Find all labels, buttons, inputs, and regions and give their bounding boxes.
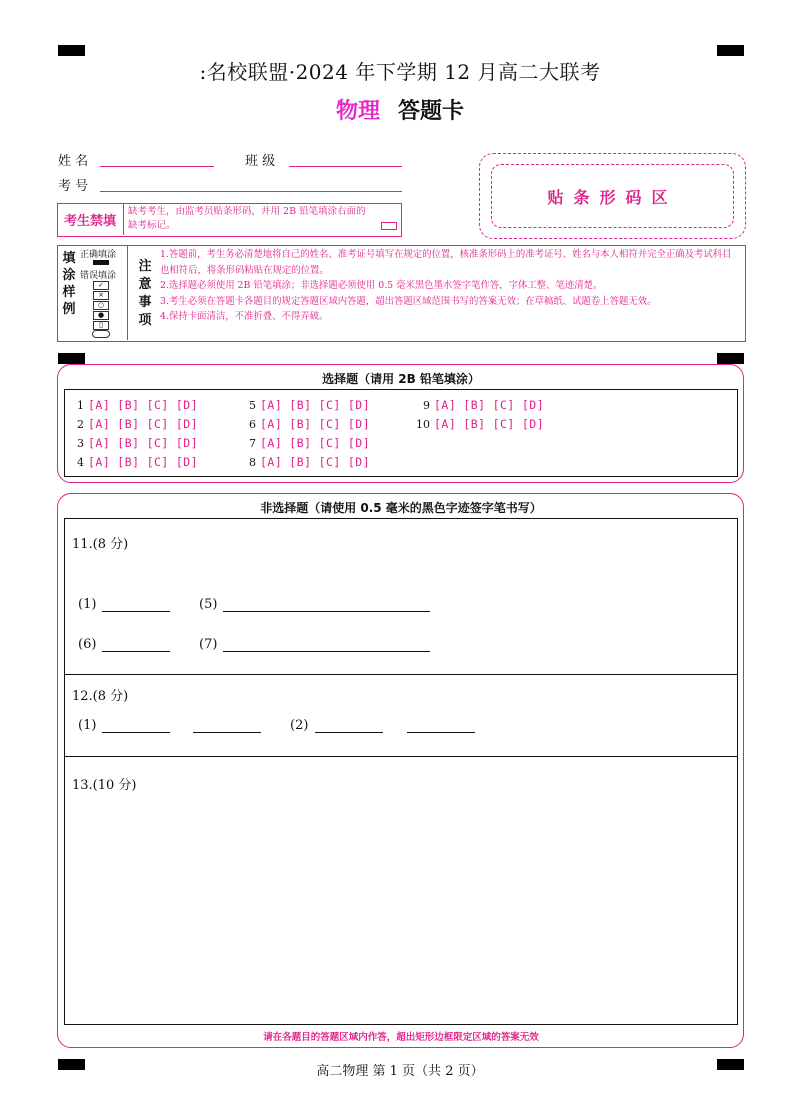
page-number: 高二物理 第 1 页（共 2 页） (316, 1064, 484, 1079)
q11-blank-1[interactable] (102, 611, 170, 612)
choice-option-bubble[interactable]: [A] (88, 455, 111, 469)
name-field[interactable] (100, 166, 214, 167)
q11-blank-6[interactable] (102, 651, 170, 652)
choice-option-bubble[interactable]: [B] (463, 398, 486, 412)
card-label: 答题卡 (398, 98, 465, 124)
registration-mark (58, 353, 85, 364)
choice-option-bubble[interactable]: [D] (521, 417, 545, 431)
class-field[interactable] (289, 166, 402, 167)
choice-option-bubble[interactable]: [A] (260, 417, 283, 431)
wrong-fill-dot-icon: ● (93, 311, 109, 320)
q12-blank-1a[interactable] (102, 732, 170, 733)
choice-option-bubble[interactable]: [D] (175, 455, 199, 469)
choice-option-bubble[interactable]: [B] (117, 436, 140, 450)
absent-label: 考生禁填 (57, 203, 124, 235)
divider (64, 756, 738, 757)
wrong-fill-oval-icon (92, 330, 110, 338)
choice-option-bubble[interactable]: [D] (175, 417, 199, 431)
choice-question-number: 5 (249, 398, 256, 412)
exam-no-field[interactable] (100, 191, 402, 192)
choice-option-bubble[interactable]: [D] (175, 436, 199, 450)
correct-fill-sample (93, 260, 109, 265)
exam-no-label: 考 号 (58, 179, 89, 194)
exam-title: :名校联盟·2024 年下学期 12 月高二大联考 (199, 60, 601, 84)
question-12-label: 12.(8 分) (72, 689, 129, 704)
choice-question-row (66, 398, 205, 412)
notice-char: 意 (138, 277, 152, 292)
registration-mark (58, 45, 85, 56)
choice-question-row (238, 455, 377, 469)
subject-label: 物理 (335, 98, 380, 124)
choice-option-bubble[interactable]: [A] (434, 417, 457, 431)
choice-question-number: 9 (423, 398, 430, 412)
wrong-fill-cross-icon: × (93, 291, 109, 300)
fill-sample-heading (62, 250, 76, 318)
choice-option-bubble[interactable]: [C] (318, 417, 341, 431)
choice-option-bubble[interactable]: [A] (88, 436, 111, 450)
q11-blank-label: (5) (199, 597, 218, 612)
q11-blank-label: (6) (78, 637, 97, 652)
choice-option-bubble[interactable]: [A] (260, 455, 283, 469)
choice-title: 选择题（请用 2B 铅笔填涂） (322, 372, 480, 386)
choice-question-number: 2 (77, 417, 84, 431)
notice-char: 注 (138, 259, 152, 274)
choice-option-bubble[interactable]: [B] (289, 398, 312, 412)
question-13-label: 13.(10 分) (72, 778, 137, 793)
choice-question-row (238, 417, 377, 431)
choice-option-bubble[interactable]: [C] (146, 398, 169, 412)
fill-sample-char: 例 (62, 302, 76, 317)
answer-area-footer-note: 请在各题目的答题区域内作答，超出矩形边框限定区域的答案无效 (263, 1032, 539, 1043)
choice-option-bubble[interactable]: [B] (289, 455, 312, 469)
choice-option-bubble[interactable]: [D] (347, 417, 371, 431)
choice-option-bubble[interactable]: [C] (146, 436, 169, 450)
notice-item: 4.保持卡面清洁，不准折叠、不得弄破。 (160, 311, 329, 322)
choice-option-bubble[interactable]: [C] (146, 455, 169, 469)
choice-option-bubble[interactable]: [B] (117, 455, 140, 469)
q12-blank-1b[interactable] (193, 732, 261, 733)
choice-option-bubble[interactable]: [B] (289, 436, 312, 450)
card-title (0, 94, 800, 125)
choice-option-bubble[interactable]: [B] (463, 417, 486, 431)
choice-option-bubble[interactable]: [D] (521, 398, 545, 412)
wrong-fill-bar-icon: ▯ (93, 321, 109, 330)
nonchoice-title: 非选择题（请使用 0.5 毫米的黑色字迹签字笔书写） (260, 501, 542, 515)
wrong-fill-check-icon: ✓ (93, 281, 109, 290)
question-11-label: 11.(8 分) (72, 537, 129, 552)
q13-answer-area[interactable] (66, 800, 734, 1020)
fill-sample-char: 涂 (62, 268, 76, 283)
choice-option-bubble[interactable]: [C] (492, 417, 515, 431)
notice-item: 1.答题前，考生务必清楚地将自己的姓名、准考证号填写在规定的位置，核准条形码上的准考证号、姓名与本人相符并完全正确及考试科目也相符后，将条形码粘贴在规定的位置。 (160, 249, 732, 276)
choice-option-bubble[interactable]: [D] (347, 436, 371, 450)
notice-item: 2.选择题必须使用 2B 铅笔填涂；非选择题必须使用 0.5 毫米黑色墨水签字笔作答，字体工整、笔迹清楚。 (160, 280, 603, 291)
notice-char: 项 (138, 313, 152, 328)
q12-blank-2a[interactable] (315, 732, 383, 733)
fill-sample-char: 填 (62, 251, 76, 266)
choice-question-row (412, 417, 551, 431)
choice-option-bubble[interactable]: [C] (146, 417, 169, 431)
choice-question-number: 7 (249, 436, 256, 450)
choice-option-bubble[interactable]: [A] (88, 398, 111, 412)
fill-sample-char: 样 (62, 285, 76, 300)
correct-fill-label: 正确填涂 (80, 250, 117, 260)
choice-question-number: 1 (77, 398, 84, 412)
divider (64, 674, 738, 675)
choice-question-number: 10 (416, 417, 430, 431)
notice-char: 事 (138, 295, 152, 310)
choice-question-row (66, 436, 205, 450)
choice-option-bubble[interactable]: [C] (318, 436, 341, 450)
choice-option-bubble[interactable]: [C] (318, 398, 341, 412)
choice-option-bubble[interactable]: [D] (347, 398, 371, 412)
choice-option-bubble[interactable]: [D] (347, 455, 371, 469)
choice-question-row (238, 398, 377, 412)
choice-option-bubble[interactable]: [B] (289, 417, 312, 431)
choice-option-bubble[interactable]: [A] (260, 398, 283, 412)
choice-option-bubble[interactable]: [A] (434, 398, 457, 412)
registration-mark (717, 45, 744, 56)
q12-blank-label: (2) (290, 718, 309, 733)
q11-blank-label: (7) (199, 637, 218, 652)
choice-option-bubble[interactable]: [A] (88, 417, 111, 431)
notice-item: 3.考生必须在答题卡各题目的规定答题区域内答题，超出答题区域范围书写的答案无效；在草稿纸、试题卷上答题无效。 (160, 295, 657, 307)
choice-question-number: 3 (77, 436, 84, 450)
q11-blank-5[interactable] (223, 611, 430, 612)
registration-mark (717, 353, 744, 364)
q12-blank-label: (1) (78, 718, 97, 733)
choice-question-number: 6 (249, 417, 256, 431)
choice-question-number: 8 (249, 455, 256, 469)
absent-mark-box[interactable] (381, 222, 397, 230)
choice-option-bubble[interactable]: [B] (117, 398, 140, 412)
q11-blank-label: (1) (78, 597, 97, 612)
choice-question-row (412, 398, 551, 412)
choice-question-row (66, 417, 205, 431)
choice-option-bubble[interactable]: [D] (175, 398, 199, 412)
notice-list (160, 247, 740, 325)
name-label: 姓 名 (58, 154, 89, 169)
class-label: 班 级 (245, 154, 276, 169)
wrong-fill-circle-icon: ○ (93, 301, 109, 310)
wrong-fill-label: 错误填涂 (80, 271, 117, 281)
choice-option-bubble[interactable]: [B] (117, 417, 140, 431)
q11-blank-7[interactable] (223, 651, 430, 652)
choice-question-number: 4 (77, 455, 84, 469)
choice-option-bubble[interactable]: [C] (492, 398, 515, 412)
choice-question-row (238, 436, 377, 450)
choice-option-bubble[interactable]: [A] (260, 436, 283, 450)
barcode-area[interactable]: 贴条形码区 (491, 164, 734, 228)
absent-instructions: 缺考考生，由监考员贴条形码，并用 2B 铅笔填涂右面的缺考标记。 (128, 206, 366, 231)
choice-option-bubble[interactable]: [C] (318, 455, 341, 469)
q12-blank-2b[interactable] (407, 732, 475, 733)
choice-question-row (66, 455, 205, 469)
notice-heading (138, 258, 152, 330)
